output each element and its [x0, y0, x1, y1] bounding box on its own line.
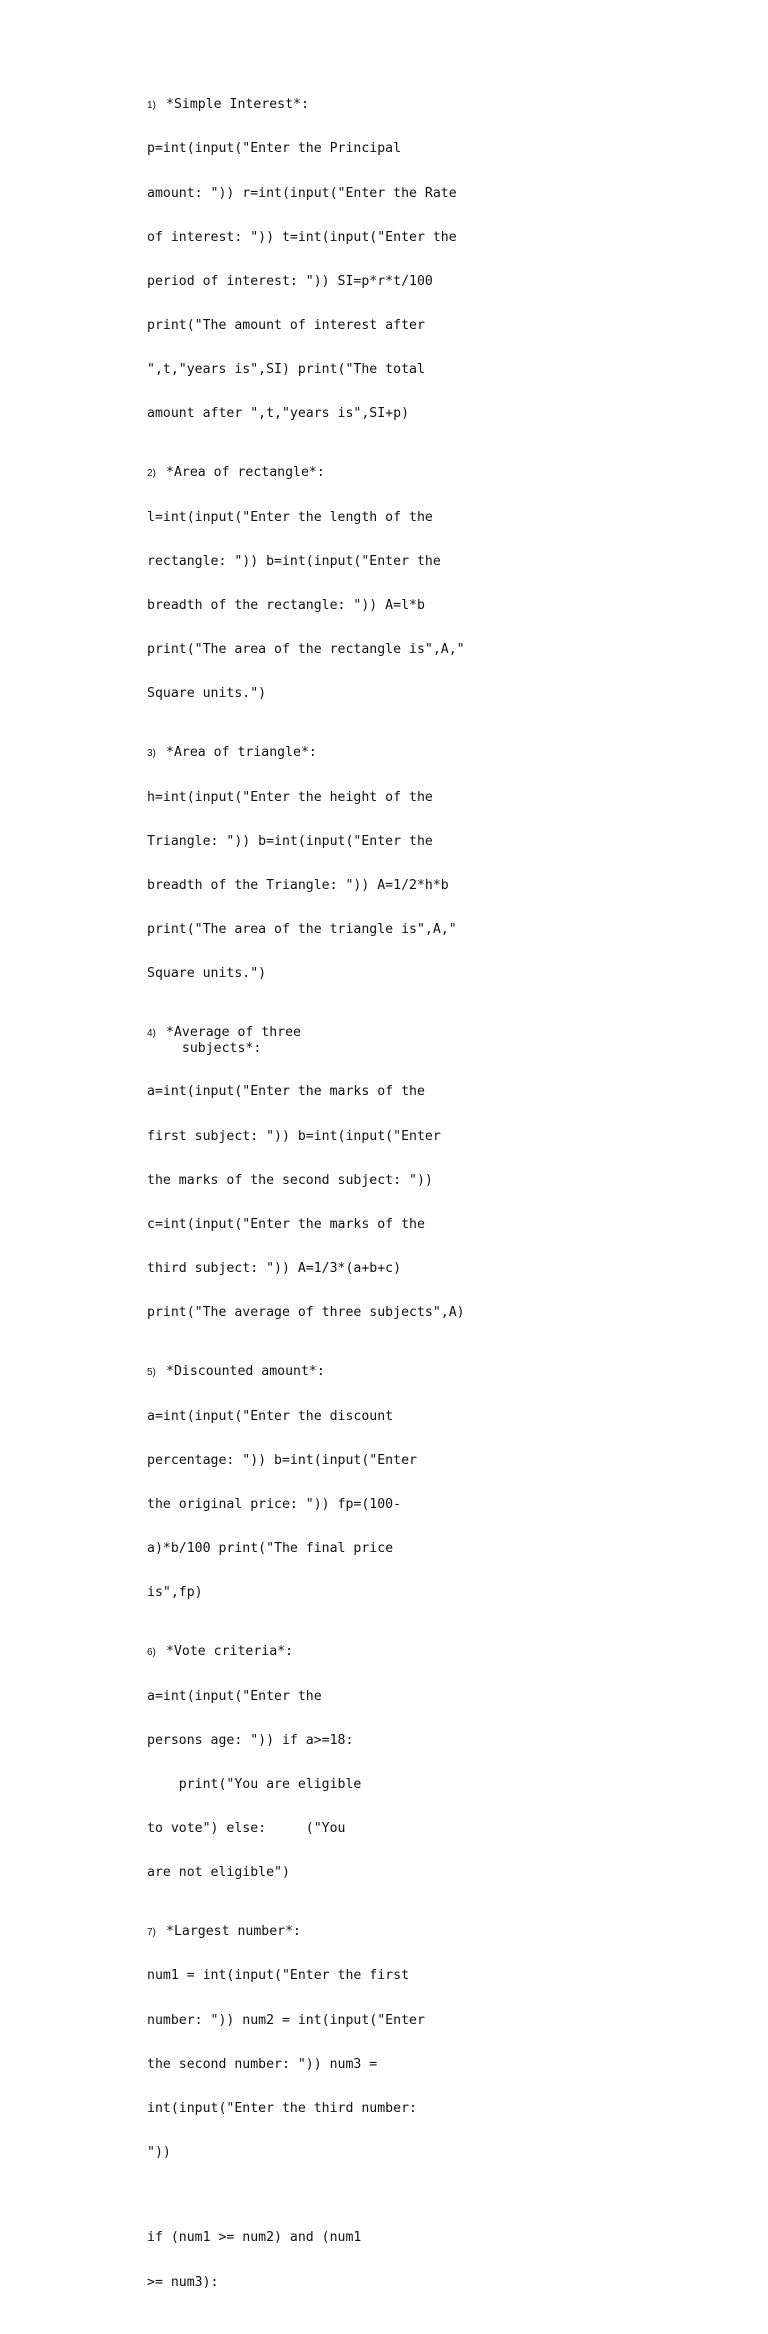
- code-line: a=int(input("Enter the discount: [147, 1408, 394, 1424]
- code-line: period of interest: ")) SI=p*r*t/100: [147, 273, 433, 289]
- code-line: a=int(input("Enter the marks of the: [147, 1084, 425, 1100]
- code-line: of interest: ")) t=int(input("Enter the: [147, 229, 457, 245]
- code-block: [147, 113, 507, 451]
- item-heading-continuation: [147, 1041, 507, 1056]
- item-number: 3): [147, 748, 156, 760]
- code-block: [147, 1056, 507, 1350]
- code-line: breadth of the rectangle: ")) A=l*b: [147, 597, 425, 613]
- code-line: c=int(input("Enter the marks of the: [147, 1216, 425, 1232]
- code-line: print("You are eligible: [147, 1776, 362, 1792]
- code-line: the second number: ")) num3 =: [147, 2056, 378, 2072]
- code-block: [147, 1380, 507, 1630]
- code-line: a=int(input("Enter the: [147, 1688, 322, 1704]
- list-item-discounted-amount: [147, 1364, 507, 1630]
- item-heading: [147, 745, 507, 761]
- item-heading: [147, 1924, 507, 1940]
- code-line: the original price: ")) fp=(100-: [147, 1496, 402, 1512]
- item-title: *Discounted amount*:: [166, 1364, 325, 1380]
- code-line: Triangle: ")) b=int(input("Enter the: [147, 833, 433, 849]
- item-title: *Area of triangle*:: [166, 745, 317, 761]
- code-line: Square units."): [147, 965, 267, 981]
- code-block: [147, 1660, 507, 1910]
- code-line: are not eligible"): [147, 1864, 290, 1880]
- code-line: first subject: ")) b=int(input("Enter: [147, 1128, 441, 1144]
- item-title: *Area of rectangle*:: [166, 465, 325, 481]
- item-title: *Largest number*:: [166, 1924, 301, 1940]
- item-number: 4): [147, 1028, 156, 1040]
- code-line: h=int(input("Enter the height of the: [147, 789, 433, 805]
- list-item-area-of-rectangle: [147, 465, 507, 731]
- code-line: Square units."): [147, 686, 267, 702]
- code-line: print("The area of the rectangle is",A,": [147, 641, 465, 657]
- code-line: percentage: ")) b=int(input("Enter: [147, 1452, 417, 1468]
- item-title: *Simple Interest*:: [166, 97, 309, 112]
- code-line: int(input("Enter the third number:: [147, 2100, 417, 2116]
- code-line: amount: ")) r=int(input("Enter the Rate: [147, 185, 457, 201]
- list-item-simple-interest: [147, 97, 507, 451]
- code-line: if (num1 >= num2) and (num1: [147, 2230, 362, 2246]
- code-block: [147, 481, 507, 731]
- code-line: a)*b/100 print("The final price: [147, 1540, 394, 1556]
- code-line: number: ")) num2 = int(input("Enter: [147, 2012, 425, 2028]
- list-item-area-of-triangle: [147, 745, 507, 1011]
- code-line: l=int(input("Enter the length of the: [147, 509, 433, 525]
- document-page: [147, 97, 507, 2334]
- item-number: 5): [147, 1367, 156, 1379]
- code-line: persons age: ")) if a>=18:: [147, 1732, 354, 1748]
- paragraph-gap: [147, 2190, 507, 2202]
- code-line: rectangle: ")) b=int(input("Enter the: [147, 553, 441, 569]
- code-block: [147, 761, 507, 1011]
- code-line: ",t,"years is",SI) print("The total: [147, 361, 425, 377]
- item-title: *Vote criteria*:: [166, 1644, 294, 1660]
- code-line: print("The area of the triangle is",A,": [147, 921, 457, 937]
- code-line: print("The amount of interest after: [147, 317, 425, 333]
- code-line: amount after ",t,"years is",SI+p): [147, 406, 410, 422]
- list-item-average-of-three: [147, 1025, 507, 1350]
- code-line: num1 = int(input("Enter the first: [147, 1968, 410, 1984]
- item-title: *Average of three: [166, 1025, 301, 1041]
- item-title-cont: subjects*:: [166, 1041, 262, 1057]
- list-item-largest-number: [147, 1924, 507, 2320]
- item-number: 1): [147, 100, 156, 111]
- code-line: is",fp): [147, 1584, 203, 1600]
- item-number: 2): [147, 468, 156, 480]
- code-line: >= num3):: [147, 2274, 219, 2290]
- item-number: 6): [147, 1647, 156, 1659]
- code-line: ")): [147, 2144, 171, 2160]
- code-line: p=int(input("Enter the Principal: [147, 141, 402, 157]
- item-heading: [147, 97, 507, 113]
- item-heading: [147, 1025, 507, 1041]
- code-line: to vote") else: ("You: [147, 1820, 346, 1836]
- code-line: the marks of the second subject: ")): [147, 1172, 433, 1188]
- code-line: breadth of the Triangle: ")) A=1/2*h*b: [147, 877, 449, 893]
- item-heading: [147, 1644, 507, 1660]
- item-heading: [147, 1364, 507, 1380]
- code-block: [147, 1940, 507, 2320]
- list-item-vote-criteria: [147, 1644, 507, 1910]
- item-heading: [147, 465, 507, 481]
- item-number: 7): [147, 1927, 156, 1939]
- code-line: print("The average of three subjects",A): [147, 1305, 465, 1321]
- code-line: third subject: ")) A=1/3*(a+b+c): [147, 1260, 402, 1276]
